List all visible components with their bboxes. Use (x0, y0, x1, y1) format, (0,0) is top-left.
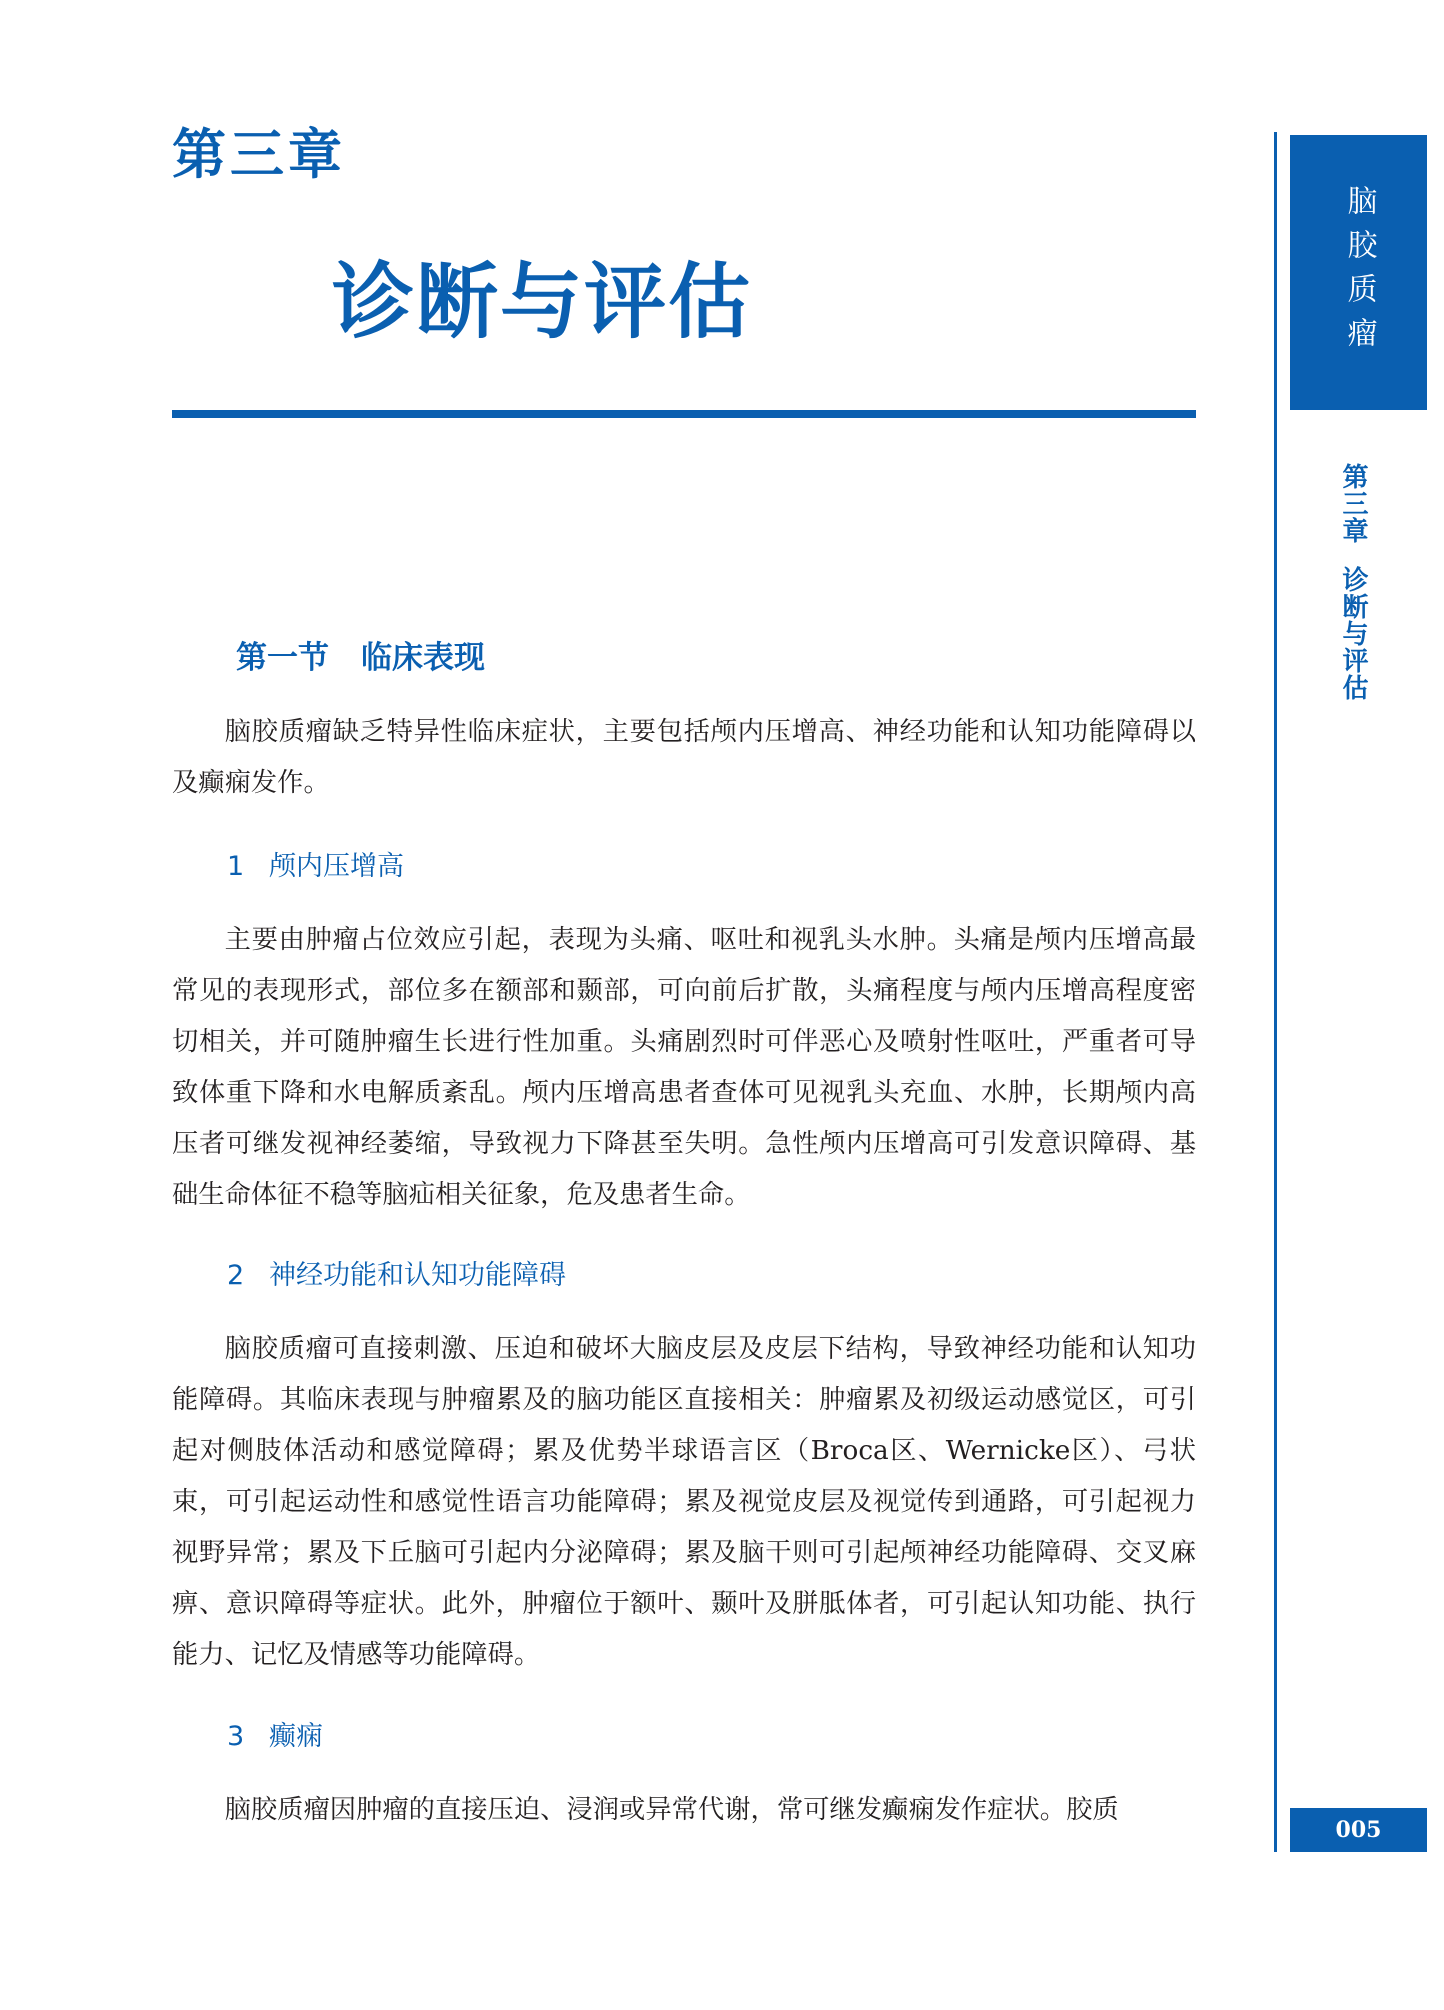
running-header (1340, 463, 1366, 701)
section-title: 临床表现 (361, 640, 485, 676)
subsection-number: 3 (227, 1721, 245, 1752)
title-divider (172, 410, 1196, 418)
section-number: 第一节 (236, 640, 329, 676)
book-title-tab (1290, 135, 1427, 410)
subsection-paragraph-1: 主要由肿瘤占位效应引起，表现为头痛、呕吐和视乳头水肿。头痛是颅内压增高最常见的表现形式，部位多在额部和颞部，可向前后扩散，头痛程度与颅内压增高程度密切相关，并可随肿瘤生长进行性加重。头痛剧烈时可伴恶心及喷射性呕吐，严重者可导致体重下降和水电解质紊乱。颅内压增高患者查体可见视乳头充血、水肿，长期颅内高压者可继发视神经萎缩，导致视力下降甚至失明。急性颅内压增高可引发意识障碍、基础生命体征不稳等脑疝相关征象，危及患者生命。 (172, 925, 1196, 1210)
subsection-title: 癫痫 (269, 1721, 323, 1752)
chapter-title: 诊断与评估 (332, 255, 753, 350)
section-intro-paragraph: 脑胶质瘤缺乏特异性临床症状，主要包括颅内压增高、神经功能和认知功能障碍以及癫痫发作。 (172, 717, 1196, 798)
running-title: 诊断与评估 (1338, 566, 1368, 701)
book-title: 脑胶质瘤 (1341, 184, 1377, 361)
subsection-paragraph-2: 脑胶质瘤可直接刺激、压迫和破坏大脑皮层及皮层下结构，导致神经功能和认知功能障碍。其临床表现与肿瘤累及的脑功能区直接相关：肿瘤累及初级运动感觉区，可引起对侧肢体活动和感觉障碍；累及优势半球语言区（Broca区、Wernicke区）、弓状束，可引起运动性和感觉性语言功能障碍；累及视觉皮层及视觉传到通路，可引起视力视野异常；累及下丘脑可引起内分泌障碍；累及脑干则可引起颅神经功能障碍、交叉麻痹、意识障碍等症状。此外，肿瘤位于额叶、颞叶及胼胝体者，可引起认知功能、执行能力、记忆及情感等功能障碍。 (172, 1334, 1196, 1670)
running-chapter: 第三章 (1338, 463, 1368, 544)
subsection-title: 神经功能和认知功能障碍 (269, 1260, 566, 1291)
subsection-heading-2 (227, 1262, 566, 1289)
subsection-heading-3 (227, 1723, 323, 1750)
subsection-heading-1 (227, 853, 404, 880)
margin-rule (1274, 132, 1277, 1852)
section-heading (236, 640, 485, 676)
subsection-title: 颅内压增高 (269, 851, 404, 882)
subsection-number: 1 (227, 851, 245, 882)
subsection-number: 2 (227, 1260, 245, 1291)
subsection-paragraph-3: 脑胶质瘤因肿瘤的直接压迫、浸润或异常代谢，常可继发癫痫发作症状。胶质 (224, 1795, 1119, 1825)
page-number: 005 (1290, 1808, 1427, 1852)
chapter-number: 第三章 (172, 123, 346, 186)
